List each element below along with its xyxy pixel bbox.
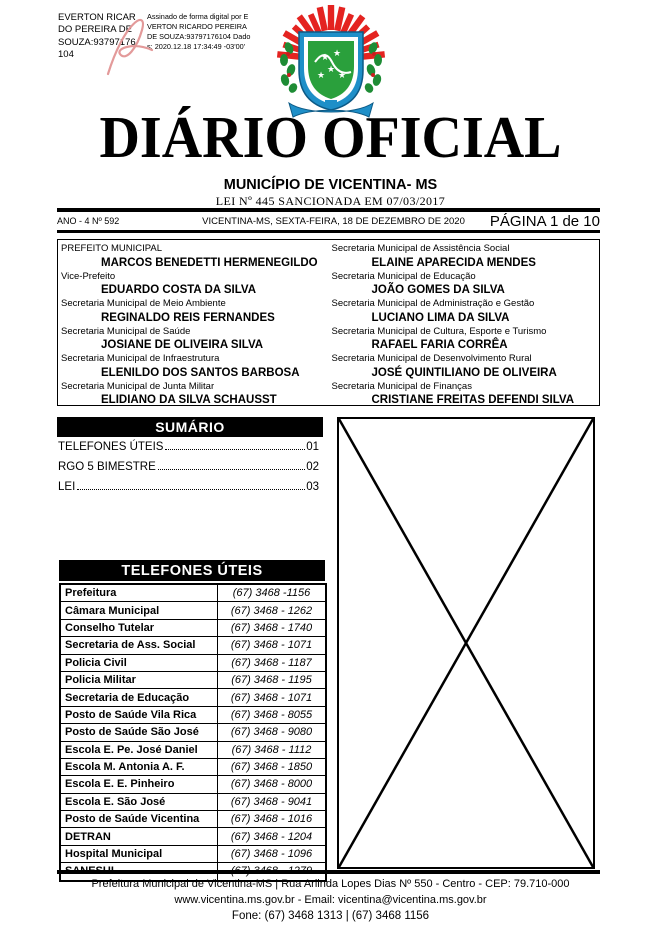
phone-table-row bbox=[61, 810, 325, 827]
svg-text:★: ★ bbox=[337, 71, 347, 81]
phone-number: (67) 3468 - 1740 bbox=[230, 621, 313, 634]
footer-phones: Fone: (67) 3468 1313 | (67) 3468 1156 bbox=[231, 910, 430, 922]
phone-table-row bbox=[61, 585, 325, 601]
official-name: JOSÉ QUINTILIANO DE OLIVEIRA bbox=[371, 366, 557, 379]
phone-entity-name: Posto de Saúde São José bbox=[61, 724, 218, 740]
summary-item bbox=[58, 461, 319, 481]
summary-item-page: 03 bbox=[306, 481, 319, 493]
edition-date-line: VICENTINA-MS, SEXTA-FEIRA, 18 DE DEZEMBRO DE 2020 bbox=[202, 215, 465, 227]
phone-table-row bbox=[61, 845, 325, 862]
phone-number: (67) 3468 - 1112 bbox=[231, 743, 312, 756]
official-role: Secretaria Municipal de Assistência Social bbox=[331, 243, 510, 254]
phone-table-row bbox=[61, 636, 325, 653]
summary-item-label: TELEFONES ÚTEIS bbox=[58, 441, 164, 453]
footer-address: Prefeitura Municipal de Vicentina-MS | Rua Arlinda Lopes Dias Nº 550 - Centro - CEP: 79.710-000 bbox=[91, 878, 570, 890]
phone-entity-name: Posto de Saúde Vicentina bbox=[61, 811, 218, 827]
official-role: Secretaria Municipal de Finanças bbox=[331, 380, 472, 392]
phone-entity-name: Secretaria de Educação bbox=[61, 689, 218, 705]
page-indicator: PÁGINA 1 de 10 bbox=[489, 212, 600, 230]
phone-entity-name: Policia Civil bbox=[61, 655, 218, 671]
signature-details: Assinado de forma digital por EVERTON RICARDO PEREIRA DE SOUZA:93797176104 Dados: 2020.12.18 17:34:49 -03'00' bbox=[147, 12, 251, 51]
footer-divider bbox=[57, 870, 600, 874]
digital-signature-stamp bbox=[58, 12, 254, 61]
officials-column-left bbox=[58, 240, 329, 405]
phone-number: (67) 3468 - 9041 bbox=[230, 795, 313, 808]
phone-table-row bbox=[61, 706, 325, 723]
phone-table-row bbox=[61, 688, 325, 705]
phone-entity-name: Câmara Municipal bbox=[61, 602, 218, 618]
svg-text:★: ★ bbox=[332, 49, 342, 59]
footer-web-email: www.vicentina.ms.gov.br - Email: vicentina@vicentina.ms.gov.br bbox=[174, 894, 487, 906]
official-name: JOSIANE DE OLIVEIRA SILVA bbox=[101, 339, 264, 351]
footer bbox=[0, 876, 661, 924]
phone-table-row bbox=[61, 741, 325, 758]
phone-table-row bbox=[61, 671, 325, 688]
phone-entity-name: Escola E. E. Pinheiro bbox=[61, 776, 218, 792]
officials-column-right bbox=[329, 240, 600, 405]
phone-entity-name: Escola M. Antonia A. F. bbox=[61, 759, 218, 775]
officials-box bbox=[57, 239, 600, 406]
phone-entity-name: Escola E. Pe. José Daniel bbox=[61, 742, 218, 758]
phone-entity-name: Prefeitura bbox=[61, 585, 218, 601]
official-role: PREFEITO MUNICIPAL bbox=[61, 243, 162, 254]
official-name: EDUARDO COSTA DA SILVA bbox=[101, 284, 257, 296]
phone-number: (67) 3468 - 1850 bbox=[230, 761, 313, 774]
svg-text:★: ★ bbox=[316, 71, 326, 81]
phone-table-row bbox=[61, 723, 325, 740]
phone-number: (67) 3468 - 1096 bbox=[230, 848, 313, 861]
phone-table-row bbox=[61, 793, 325, 810]
law-sanction-line: LEI Nº 445 SANCIONADA EM 07/03/2017 bbox=[215, 194, 446, 208]
municipality-subtitle: MUNICÍPIO DE VICENTINA- MS bbox=[223, 177, 438, 193]
official-name: ELIDIANO DA SILVA SCHAUSST bbox=[101, 394, 277, 406]
svg-text:★: ★ bbox=[326, 65, 336, 75]
phone-table-row bbox=[61, 758, 325, 775]
edition-info-row bbox=[57, 212, 600, 230]
official-role: Secretaria Municipal de Cultura, Esporte e Turismo bbox=[331, 325, 547, 337]
phone-entity-name: DETRAN bbox=[61, 828, 218, 844]
summary-item-page: 01 bbox=[306, 441, 319, 453]
phone-table-row bbox=[61, 619, 325, 636]
phone-number: (67) 3468 - 1016 bbox=[230, 813, 313, 826]
official-name: ELENILDO DOS SANTOS BARBOSA bbox=[101, 366, 300, 379]
official-name: MARCOS BENEDETTI HERMENEGILDO bbox=[101, 256, 318, 269]
official-role: Secretaria Municipal de Educação bbox=[331, 270, 476, 282]
phone-number: (67) 3468 - 1195 bbox=[231, 674, 312, 687]
phone-table-row bbox=[61, 654, 325, 671]
official-name: REGINALDO REIS FERNANDES bbox=[101, 311, 275, 324]
phone-number: (67) 3468 - 8055 bbox=[230, 708, 313, 721]
edition-divider bbox=[57, 230, 600, 233]
summary-item-label: RGO 5 BIMESTRE bbox=[58, 461, 156, 473]
official-role: Vice-Prefeito bbox=[61, 270, 116, 282]
summary-item bbox=[58, 441, 319, 461]
phone-entity-name: Conselho Tutelar bbox=[61, 620, 218, 636]
placeholder-x-icon bbox=[339, 419, 593, 867]
phone-number: (67) 3468 - 1071 bbox=[230, 691, 313, 704]
official-name: LUCIANO LIMA DA SILVA bbox=[371, 311, 510, 324]
summary-dot-leader bbox=[77, 489, 305, 490]
summary-item-label: LEI bbox=[58, 481, 76, 493]
phone-table-row bbox=[61, 775, 325, 792]
official-role: Secretaria Municipal de Desenvolvimento Rural bbox=[331, 353, 532, 364]
phones-table bbox=[59, 583, 327, 882]
phone-number: (67) 3468 - 1187 bbox=[231, 656, 312, 669]
official-role: Secretaria Municipal de Meio Ambiente bbox=[61, 298, 226, 309]
official-name: JOÃO GOMES DA SILVA bbox=[371, 284, 505, 296]
summary-title-bar: SUMÁRIO bbox=[57, 417, 323, 437]
phone-number: (67) 3468 - 1262 bbox=[230, 604, 313, 617]
gazette-title: DIÁRIO OFICIAL bbox=[99, 105, 562, 171]
edition-year-number: ANO - 4 Nº 592 bbox=[57, 216, 120, 226]
summary-dot-leader bbox=[158, 469, 305, 470]
phone-table-row bbox=[61, 827, 325, 844]
summary-list bbox=[58, 441, 319, 501]
official-role: Secretaria Municipal de Junta Militar bbox=[61, 380, 215, 392]
phone-number: (67) 3468 - 1204 bbox=[230, 830, 313, 843]
phone-entity-name: Escola E. São José bbox=[61, 794, 218, 810]
phone-entity-name: Secretaria de Ass. Social bbox=[61, 637, 218, 653]
summary-item bbox=[58, 481, 319, 501]
official-role: Secretaria Municipal de Saúde bbox=[61, 325, 191, 337]
official-name: RAFAEL FARIA CORRÊA bbox=[371, 339, 508, 351]
phone-number: (67) 3468 - 8000 bbox=[230, 778, 313, 791]
phone-entity-name: Policia Militar bbox=[61, 672, 218, 688]
phone-number: (67) 3468 - 1071 bbox=[230, 639, 313, 652]
phones-title-bar: TELEFONES ÚTEIS bbox=[59, 560, 325, 581]
official-name: ELAINE APARECIDA MENDES bbox=[371, 256, 536, 269]
official-role: Secretaria Municipal de Infraestrutura bbox=[61, 353, 220, 364]
phone-number: (67) 3468 -1156 bbox=[232, 587, 311, 600]
official-name: CRISTIANE FREITAS DEFENDI SILVA bbox=[371, 394, 575, 406]
summary-item-page: 02 bbox=[306, 461, 319, 473]
official-role: Secretaria Municipal de Administração e Gestão bbox=[331, 298, 535, 309]
phone-entity-name: Hospital Municipal bbox=[61, 846, 218, 862]
phone-table-row bbox=[61, 601, 325, 618]
summary-dot-leader bbox=[165, 449, 305, 450]
signature-signer: EVERTON RICARDO PEREIRA DE SOUZA:93797176104 bbox=[58, 12, 136, 61]
image-placeholder-box bbox=[337, 417, 595, 869]
phone-number: (67) 3468 - 9080 bbox=[230, 726, 313, 739]
phone-entity-name: Posto de Saúde Vila Rica bbox=[61, 707, 218, 723]
svg-text:★: ★ bbox=[320, 53, 330, 63]
